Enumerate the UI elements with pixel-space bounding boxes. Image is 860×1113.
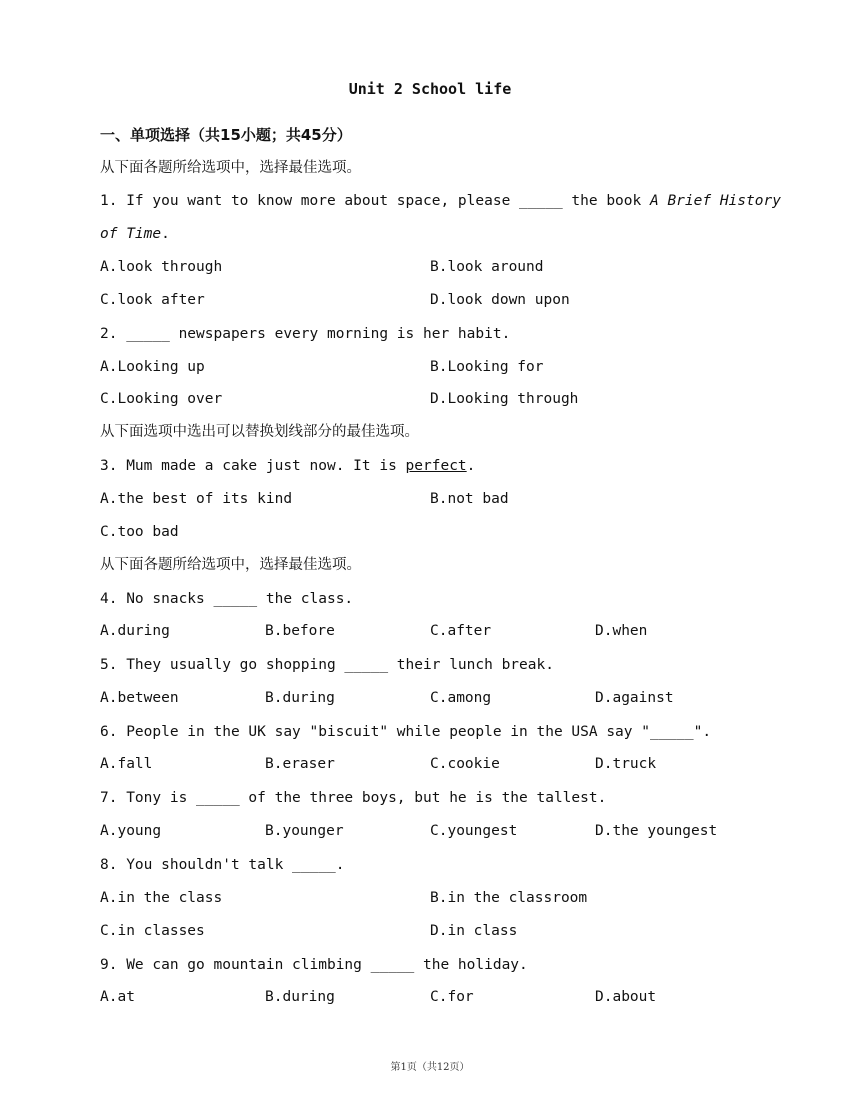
question-1-option-a: A.look through [100,259,223,275]
question-6-option-c: C.cookie [430,756,500,772]
question-4-option-a: A.during [100,623,170,639]
question-3-end: . [466,458,476,474]
question-7-stem: 7. Tony is _____ of the three boys, but he is the tallest. [100,790,607,806]
question-1-text: 1. If you want to know more about space, please _____ the book [100,193,650,209]
question-2-option-d: D.Looking through [430,391,579,407]
question-6-option-b: B.eraser [265,756,335,772]
question-1-option-c: C.look after [100,292,205,308]
question-7-option-d: D.the youngest [595,823,718,839]
question-8-option-d: D.in class [430,923,518,939]
question-5-option-b: B.during [265,690,335,706]
instruction-choose-best-2: 从下面各题所给选项中，选择最佳选项。 [100,557,361,573]
question-6-option-d: D.truck [595,756,657,772]
question-3-underlined-word: perfect [405,458,467,474]
instruction-choose-best: 从下面各题所给选项中，选择最佳选项。 [100,160,361,176]
page-footer: 第1页（共12页） [390,1062,470,1073]
question-2-stem: 2. _____ newspapers every morning is her habit. [100,326,511,342]
question-9-option-d: D.about [595,989,657,1005]
question-6-stem: 6. People in the UK say "biscuit" while people in the USA say "_____". [100,724,712,740]
question-4-option-d: D.when [595,623,648,639]
question-8-option-a: A.in the class [100,890,223,906]
question-4-option-b: B.before [265,623,335,639]
question-5-option-a: A.between [100,690,179,706]
question-1-book-title: A Brief History [649,193,781,209]
question-7-option-a: A.young [100,823,162,839]
question-5-option-d: D.against [595,690,674,706]
question-4-stem: 4. No snacks _____ the class. [100,591,354,607]
question-5-stem: 5. They usually go shopping _____ their lunch break. [100,657,554,673]
question-8-option-c: C.in classes [100,923,205,939]
question-5-option-c: C.among [430,690,492,706]
question-3-text: 3. Mum made a cake just now. It is [100,458,406,474]
question-8-option-b: B.in the classroom [430,890,588,906]
question-1-option-b: B.look around [430,259,544,275]
question-9-stem: 9. We can go mountain climbing _____ the holiday. [100,957,528,973]
question-3-option-a: A.the best of its kind [100,491,293,507]
question-1-option-d: D.look down upon [430,292,570,308]
question-9-option-b: B.during [265,989,335,1005]
question-7-option-b: B.younger [265,823,344,839]
question-3-stem [100,455,475,477]
question-4-option-c: C.after [430,623,492,639]
question-9-option-c: C.for [430,989,474,1005]
question-2-option-b: B.Looking for [430,359,544,375]
question-8-stem: 8. You shouldn't talk _____. [100,857,345,873]
instruction-replace-underlined: 从下面选项中选出可以替换划线部分的最佳选项。 [100,424,419,440]
question-9-option-a: A.at [100,989,135,1005]
question-1-book-title-cont: of Time [100,226,162,242]
question-3-option-b: B.not bad [430,491,509,507]
question-2-option-a: A.Looking up [100,359,205,375]
question-1-stem [100,190,781,212]
page-title: Unit 2 School life [348,80,512,98]
section-heading: 一、单项选择（共15小题；共45分） [100,126,352,144]
question-2-option-c: C.Looking over [100,391,223,407]
question-1-end: . [161,226,170,242]
question-1-stem-cont [100,223,170,245]
question-6-option-a: A.fall [100,756,153,772]
question-3-option-c: C.too bad [100,524,179,540]
question-7-option-c: C.youngest [430,823,518,839]
